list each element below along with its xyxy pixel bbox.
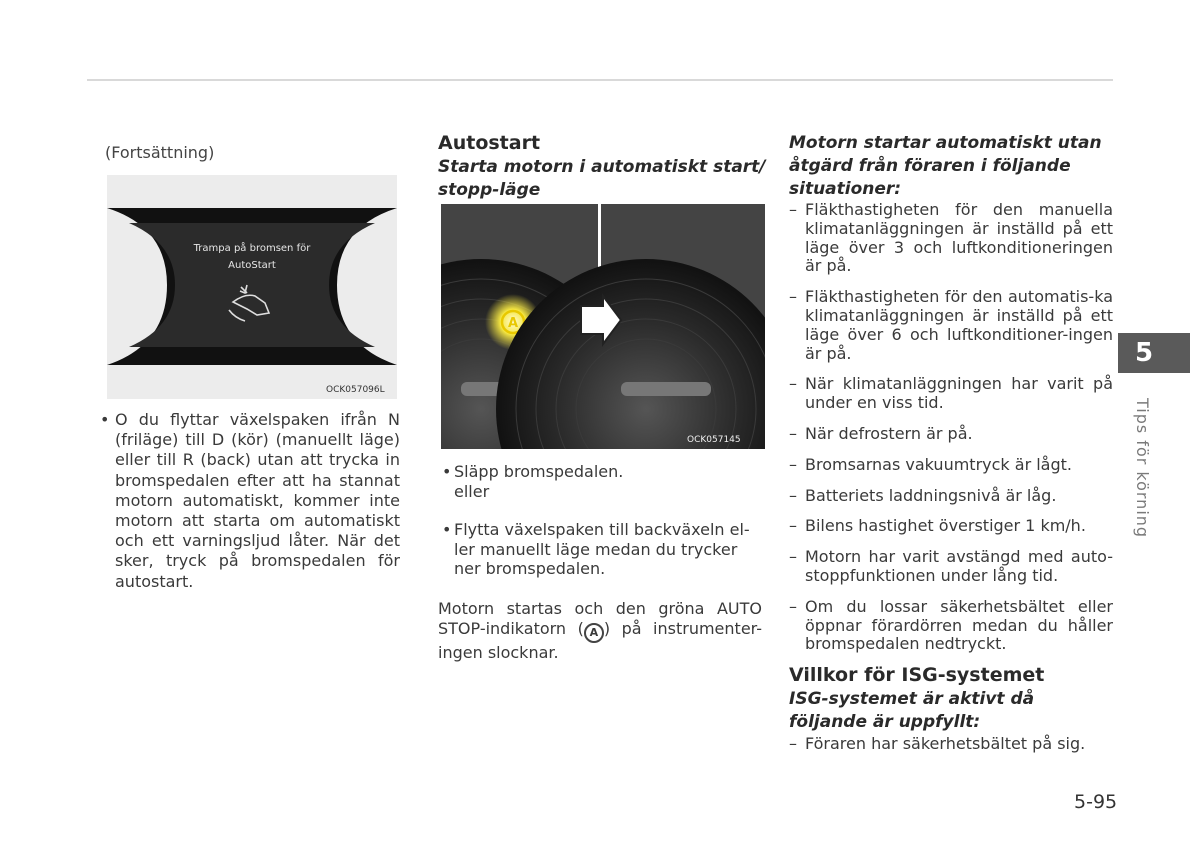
display-message-line2: AutoStart <box>228 260 276 271</box>
section-subtitle: Motorn startar automatiskt utan åtgärd från föraren i följande situationer: <box>789 133 1102 199</box>
col1-bullet <box>100 410 400 592</box>
list-item: – När defrostern är på. <box>789 423 973 443</box>
section-title: Villkor för ISG-systemet <box>789 664 1045 686</box>
figure-code: OCK057145 <box>687 435 741 445</box>
conditions-list <box>789 201 1113 666</box>
cluster-display-figure <box>107 175 397 399</box>
list-item-text: När defrostern är på. <box>805 423 973 443</box>
list-item: – Om du lossar säkerhetsbältet eller öppnar förardörren medan du håller bromspedalen nedtryckt. <box>789 596 1113 654</box>
list-item: – När klimatanläggningen har varit på under en viss tid. <box>789 374 1113 413</box>
list-item-text: Batteriets laddningsnivå är låg. <box>805 485 1057 505</box>
list-item-text: Bilens hastighet överstiger 1 km/h. <box>805 516 1086 536</box>
list-item-text: Fläkthastigheten för den automatis-ka klimatanläggningen är inställd på ett läge över 6 och luftkonditioner-ingen är på. <box>805 287 1113 363</box>
bullet-dot: • <box>442 520 452 539</box>
continuation-label: (Fortsättning) <box>105 143 215 162</box>
list-item-text: Om du lossar säkerhetsbältet eller öppnar förardörren medan du håller bromspedalen nedtryckt. <box>805 596 1113 654</box>
svg-text:A: A <box>508 316 519 331</box>
figure-code: OCK057096L <box>326 385 385 395</box>
list-item-text: Bromsarnas vakuumtryck är lågt. <box>805 454 1072 474</box>
chapter-label: Tips för körning <box>1133 398 1152 539</box>
section-subtitle: Starta motorn i automatiskt start/ stopp-läge <box>438 157 766 200</box>
col1-bullet-text: O du flyttar växelspaken ifrån N (friläge) till D (kör) (manuellt läge) eller till R (back) utan att trycka in bromspedalen efter att ha stannat motorn automatiskt, kommer inte motorn att starta om automatiskt och ett varningsljud låter. När det sker, tryck på bromspedalen för autostart. <box>115 410 400 591</box>
list-item: – Motorn har varit avstängd med auto-stoppfunktionen under lång tid. <box>789 547 1113 585</box>
section-title: Autostart <box>438 132 541 154</box>
list-item-text: Motorn har varit avstängd med auto-stoppfunktionen under lång tid. <box>805 547 1113 585</box>
section-subtitle: ISG-systemet är aktivt då följande är uppfyllt: <box>789 689 1035 732</box>
list-item-text: Fläkthastigheten för den manuella klimatanläggningen är inställd på ett läge över 3 och luftkonditioneringen är på. <box>805 200 1113 276</box>
header-rule <box>87 79 1113 81</box>
paragraph-text: ) på instrumenter-ingen slocknar. <box>438 618 762 662</box>
auto-stop-icon: A <box>584 623 604 643</box>
list-item-text: Flytta växelspaken till backväxeln el-ler manuellt läge medan du trycker ner bromspedalen. <box>454 520 750 578</box>
list-item: – Föraren har säkerhetsbältet på sig. <box>789 734 1086 753</box>
dial-switch-figure <box>441 204 765 449</box>
list-item-text: Släpp bromspedalen. eller <box>454 462 624 501</box>
restart-paragraph <box>438 599 762 662</box>
list-item: – Batteriets laddningsnivå är låg. <box>789 485 1057 505</box>
page-number: 5-95 <box>1074 791 1118 813</box>
chapter-tab <box>1118 333 1190 373</box>
list-item: – Bilens hastighet överstiger 1 km/h. <box>789 516 1086 536</box>
list-item: – Fläkthastigheten för den manuella klimatanläggningen är inställd på ett läge över 3 och luftkonditioneringen är på. <box>789 200 1113 276</box>
display-message-line1: Trampa på bromsen för <box>193 243 311 254</box>
list-item <box>442 520 762 579</box>
list-item: – Bromsarnas vakuumtryck är lågt. <box>789 454 1072 474</box>
list-item: – Fläkthastigheten för den automatis-ka klimatanläggningen är inställd på ett läge över 6 och luftkonditioner-ingen är på. <box>789 287 1113 363</box>
paragraph-text: Motorn startas och den gröna AUTO STOP-indikatorn ( <box>438 599 762 638</box>
chapter-number: 5 <box>1134 338 1154 368</box>
list-item <box>442 462 762 501</box>
list-item-text: Föraren har säkerhetsbältet på sig. <box>805 734 1086 753</box>
bullet-dot: • <box>442 462 452 481</box>
list-item-text: När klimatanläggningen har varit på under en viss tid. <box>805 374 1113 413</box>
bullet-dot: • <box>100 410 110 429</box>
